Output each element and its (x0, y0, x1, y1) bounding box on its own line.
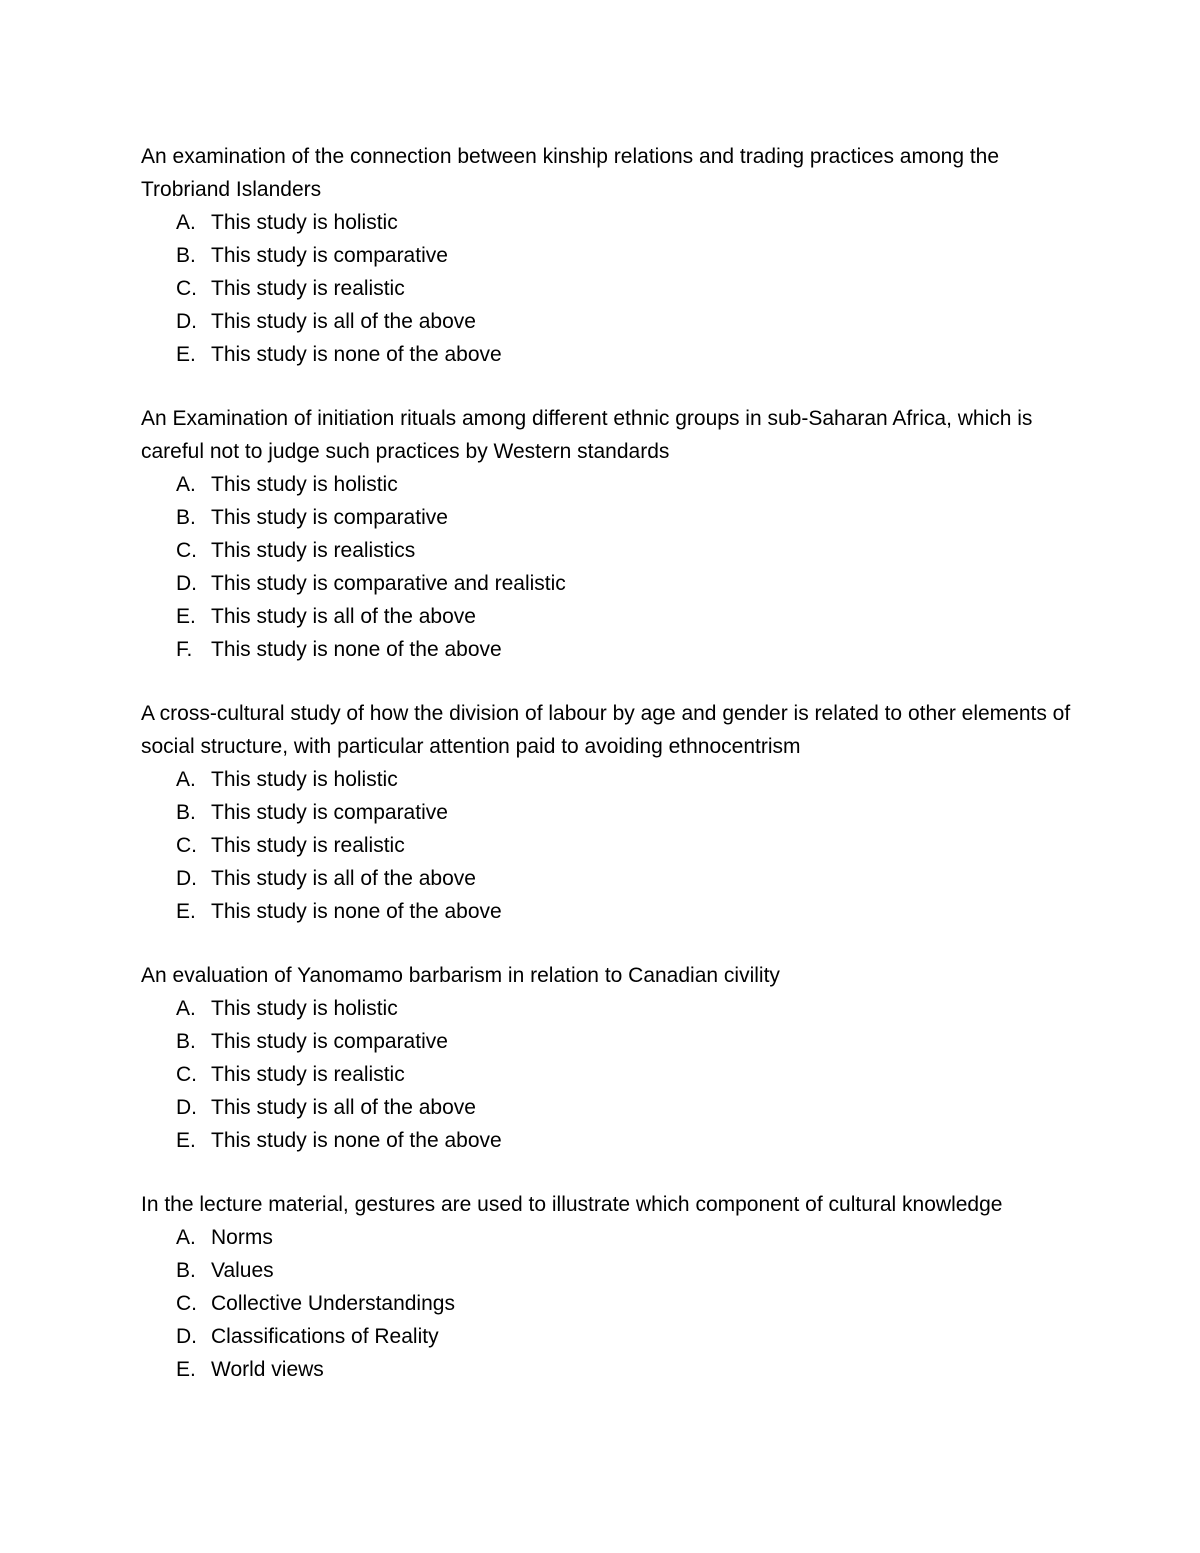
option-letter: E. (176, 1129, 196, 1152)
option-a (141, 992, 1071, 1025)
option-letter: D. (176, 1325, 197, 1348)
option-b (141, 796, 1071, 829)
question-list (141, 140, 1071, 1417)
option-f (141, 633, 1071, 666)
option-text: This study is none of the above (211, 900, 502, 923)
option-text: This study is all of the above (211, 605, 476, 628)
option-a (141, 1221, 1071, 1254)
option-letter: A. (176, 997, 196, 1020)
option-a (141, 206, 1071, 239)
option-letter: D. (176, 310, 197, 333)
option-list (141, 763, 1071, 928)
option-letter: B. (176, 1259, 196, 1282)
option-text: This study is none of the above (211, 638, 502, 661)
option-e (141, 1124, 1071, 1157)
option-letter: A. (176, 473, 196, 496)
option-text: This study is comparative and realistic (211, 572, 566, 595)
option-c (141, 1287, 1071, 1320)
option-letter: C. (176, 277, 197, 300)
option-text: This study is all of the above (211, 867, 476, 890)
option-letter: E. (176, 1358, 196, 1381)
option-text: This study is holistic (211, 997, 398, 1020)
question-text: In the lecture material, gestures are used to illustrate which component of cultural knowledge (141, 1193, 1003, 1216)
option-text: This study is realistic (211, 1063, 405, 1086)
option-letter: A. (176, 768, 196, 791)
option-letter: B. (176, 801, 196, 824)
question-text: An examination of the connection between kinship relations and trading practices among the Trobriand Islanders (141, 145, 1000, 201)
option-e (141, 1353, 1071, 1386)
option-letter: E. (176, 605, 196, 628)
option-text: This study is realistic (211, 277, 405, 300)
option-b (141, 1254, 1071, 1287)
option-d (141, 1091, 1071, 1124)
option-text: World views (211, 1358, 324, 1381)
question-5 (141, 1188, 1071, 1386)
option-text: This study is comparative (211, 244, 448, 267)
option-text: This study is comparative (211, 506, 448, 529)
option-d (141, 1320, 1071, 1353)
question-3 (141, 697, 1071, 928)
option-text: This study is all of the above (211, 310, 476, 333)
option-c (141, 1058, 1071, 1091)
option-c (141, 829, 1071, 862)
option-c (141, 272, 1071, 305)
question-1 (141, 140, 1071, 371)
question-2 (141, 402, 1071, 666)
question-text: An evaluation of Yanomamo barbarism in relation to Canadian civility (141, 964, 780, 987)
option-letter: C. (176, 539, 197, 562)
option-letter: C. (176, 1063, 197, 1086)
option-text: This study is holistic (211, 473, 398, 496)
option-list (141, 468, 1071, 666)
option-b (141, 501, 1071, 534)
option-e (141, 895, 1071, 928)
option-letter: D. (176, 867, 197, 890)
option-letter: B. (176, 1030, 196, 1053)
option-letter: A. (176, 211, 196, 234)
option-e (141, 338, 1071, 371)
question-text: An Examination of initiation rituals among different ethnic groups in sub-Saharan Africa, which is careful not to judge such practices by Western standards (141, 407, 1033, 463)
option-text: Norms (211, 1226, 273, 1249)
option-d (141, 567, 1071, 600)
option-letter: D. (176, 1096, 197, 1119)
option-letter: A. (176, 1226, 196, 1249)
option-list (141, 206, 1071, 371)
option-text: Classifications of Reality (211, 1325, 439, 1348)
option-text: Values (211, 1259, 274, 1282)
option-text: This study is none of the above (211, 1129, 502, 1152)
option-text: This study is realistics (211, 539, 416, 562)
option-letter: C. (176, 1292, 197, 1315)
option-e (141, 600, 1071, 633)
option-list (141, 1221, 1071, 1386)
question-text: A cross-cultural study of how the division of labour by age and gender is related to other elements of social structure, with particular attention paid to avoiding ethnocentrism (141, 702, 1071, 758)
option-b (141, 239, 1071, 272)
option-a (141, 763, 1071, 796)
option-text: Collective Understandings (211, 1292, 455, 1315)
option-text: This study is comparative (211, 801, 448, 824)
option-c (141, 534, 1071, 567)
option-letter: F. (176, 638, 193, 661)
option-letter: E. (176, 343, 196, 366)
option-d (141, 305, 1071, 338)
option-b (141, 1025, 1071, 1058)
option-letter: E. (176, 900, 196, 923)
option-text: This study is comparative (211, 1030, 448, 1053)
option-text: This study is none of the above (211, 343, 502, 366)
option-letter: B. (176, 506, 196, 529)
option-letter: D. (176, 572, 197, 595)
question-4 (141, 959, 1071, 1157)
option-d (141, 862, 1071, 895)
option-a (141, 468, 1071, 501)
option-letter: B. (176, 244, 196, 267)
option-text: This study is holistic (211, 211, 398, 234)
option-letter: C. (176, 834, 197, 857)
option-text: This study is all of the above (211, 1096, 476, 1119)
option-text: This study is holistic (211, 768, 398, 791)
option-list (141, 992, 1071, 1157)
option-text: This study is realistic (211, 834, 405, 857)
